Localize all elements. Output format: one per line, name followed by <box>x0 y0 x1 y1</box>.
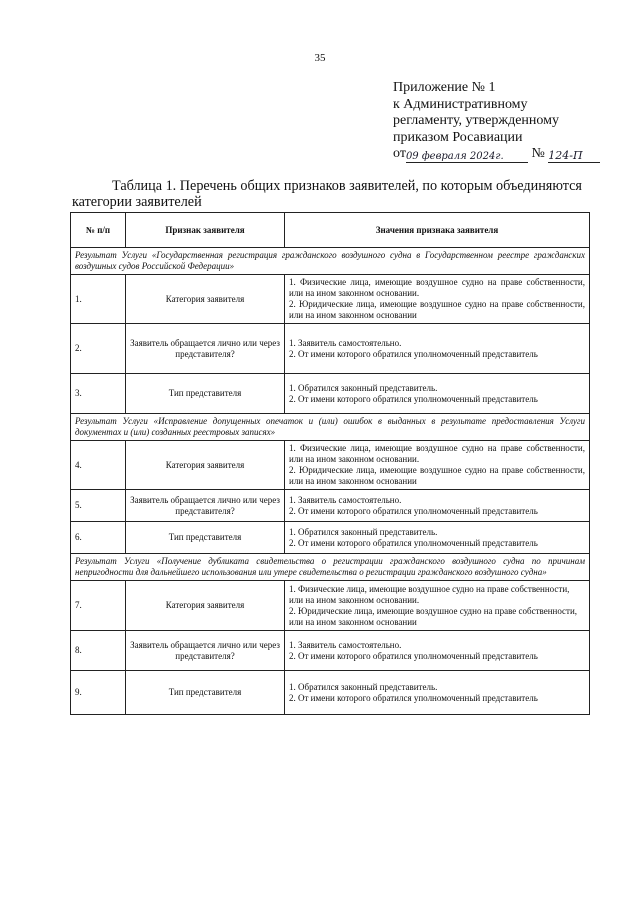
row-values <box>285 441 590 490</box>
value-line: 2. От имени которого обратился уполномоченный представитель <box>289 650 538 661</box>
header-values: Значения признака заявителя <box>285 213 590 248</box>
page-number: 35 <box>314 52 326 64</box>
appendix-line-3: регламенту, утвержденному <box>393 113 559 128</box>
table-row <box>71 374 590 414</box>
number-label: № <box>531 146 545 161</box>
row-number: 2. <box>71 324 126 374</box>
section-row <box>71 414 590 441</box>
section-row <box>71 554 590 581</box>
row-number: 8. <box>71 631 126 671</box>
row-sign: Заявитель обращается лично или через представителя? <box>126 490 285 522</box>
table-row <box>71 522 590 554</box>
from-label: от <box>393 146 406 161</box>
table-row <box>71 631 590 671</box>
appendix-line-4: приказом Росавиации <box>393 129 523 145</box>
value-line: 2. От имени которого обратился уполномоченный представитель <box>289 348 538 359</box>
row-sign: Заявитель обращается лично или через представителя? <box>126 631 285 671</box>
value-line: 1. Заявитель самостоятельно. <box>289 337 402 348</box>
handwritten-number: 124-П <box>548 148 583 162</box>
appendix-header <box>393 80 600 163</box>
value-line: 2. Юридические лица, имеющие воздушное судно на праве собственности, или на ином законном основании <box>289 605 578 627</box>
row-values <box>285 522 590 554</box>
table-row <box>71 490 590 522</box>
value-line: 1. Заявитель самостоятельно. <box>289 639 402 650</box>
value-line: 1. Обратился законный представитель. <box>289 526 438 537</box>
row-values <box>285 631 590 671</box>
value-line: 1. Физические лица, имеющие воздушное судно на праве собственности, или на ином законном основании. <box>289 277 585 298</box>
row-sign: Категория заявителя <box>126 275 285 324</box>
row-sign: Категория заявителя <box>126 581 285 631</box>
row-number: 6. <box>71 522 126 554</box>
section-row <box>71 248 590 275</box>
section-title: Результат Услуги «Получение дубликата свидетельства о регистрации гражданского воздушного судна по причинам непригодности для дальнейшего использования или утере свидетельства о регистрации гражданского воздушного судна» <box>71 554 590 581</box>
row-number: 1. <box>71 275 126 324</box>
row-number: 9. <box>71 671 126 715</box>
appendix-line-2: к Административному <box>393 96 528 112</box>
row-sign: Категория заявителя <box>126 441 285 490</box>
value-line: 2. От имени которого обратился уполномоченный представитель <box>289 393 538 404</box>
row-number: 5. <box>71 490 126 522</box>
header-number: № п/п <box>71 213 126 248</box>
header-sign: Признак заявителя <box>126 213 285 248</box>
row-sign: Заявитель обращается лично или через представителя? <box>126 324 285 374</box>
value-line: 2. Юридические лица, имеющие воздушное судно на праве собственности, или на ином законном основании <box>289 465 585 486</box>
appendix-line-1: Приложение № 1 <box>393 80 496 95</box>
number-field <box>548 148 600 163</box>
section-title: Результат Услуги «Исправление допущенных опечаток и (или) ошибок в выданных в результате предоставления Услуги документах и (или) созданных реестровых записях» <box>71 414 590 441</box>
handwritten-date: 09 февраля 2024г. <box>405 150 504 162</box>
row-sign: Тип представителя <box>126 374 285 414</box>
table-row <box>71 441 590 490</box>
row-number: 3. <box>71 374 126 414</box>
value-line: 1. Физические лица, имеющие воздушное судно на праве собственности, или на ином законном основании. <box>289 583 570 605</box>
table-row <box>71 671 590 715</box>
value-line: 1. Обратился законный представитель. <box>289 382 438 393</box>
value-line: 1. Обратился законный представитель. <box>289 681 438 692</box>
row-sign: Тип представителя <box>126 522 285 554</box>
row-values <box>285 671 590 715</box>
row-sign: Тип представителя <box>126 671 285 715</box>
value-line: 1. Физические лица, имеющие воздушное судно на праве собственности, или на ином законном основании. <box>289 443 585 464</box>
row-number: 7. <box>71 581 126 631</box>
table-header-row <box>71 213 590 248</box>
row-values <box>285 490 590 522</box>
row-values <box>285 581 590 631</box>
table-row <box>71 581 590 631</box>
table-title: Таблица 1. Перечень общих признаков заявителей, по которым объединяются категории заявителей <box>72 178 582 210</box>
row-values <box>285 374 590 414</box>
value-line: 2. От имени которого обратился уполномоченный представитель <box>289 537 538 548</box>
table-row <box>71 275 590 324</box>
row-values <box>285 275 590 324</box>
applicant-features-table <box>70 212 590 715</box>
value-line: 1. Заявитель самостоятельно. <box>289 494 402 505</box>
date-field <box>406 148 528 163</box>
value-line: 2. От имени которого обратился уполномоченный представитель <box>289 692 538 703</box>
row-number: 4. <box>71 441 126 490</box>
section-title: Результат Услуги «Государственная регистрация гражданского воздушного судна в Государственном реестре гражданских воздушных судов Российской Федерации» <box>71 248 590 275</box>
order-date-number-line <box>393 146 600 163</box>
table-row <box>71 324 590 374</box>
value-line: 2. От имени которого обратился уполномоченный представитель <box>289 505 538 516</box>
row-values <box>285 324 590 374</box>
value-line: 2. Юридические лица, имеющие воздушное судно на праве собственности, или на ином законном основании <box>289 299 585 320</box>
